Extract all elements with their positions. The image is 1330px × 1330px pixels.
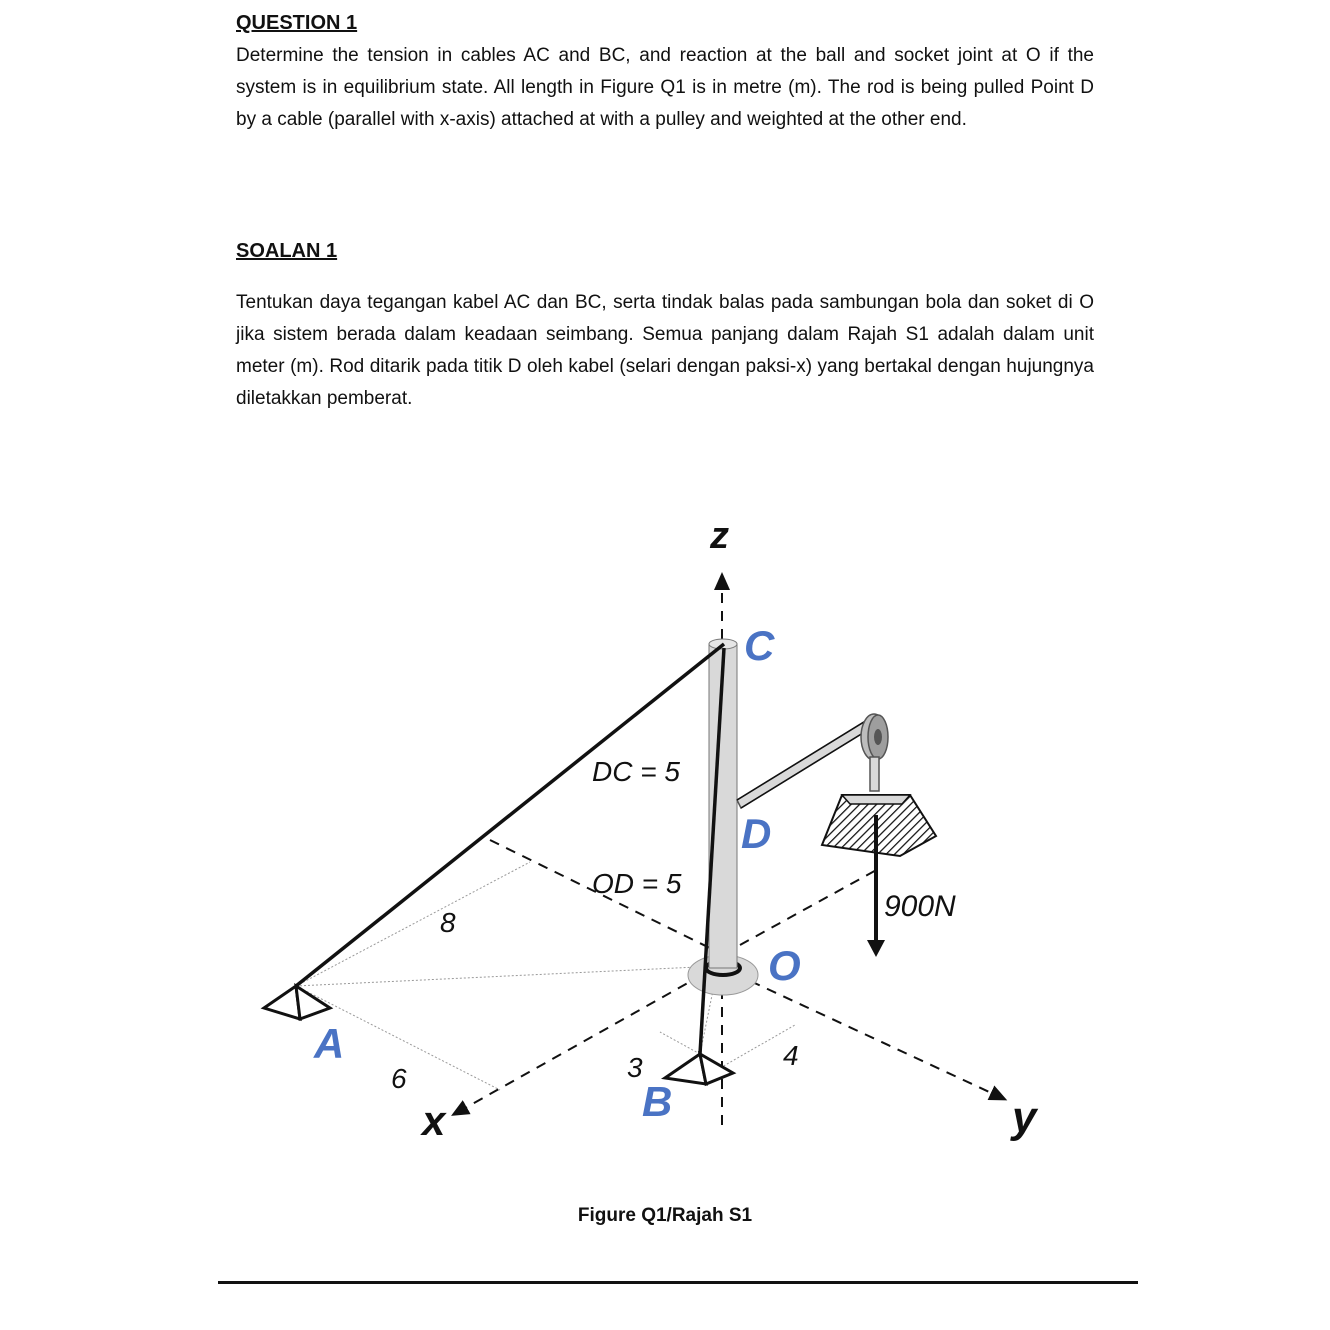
- cable-ac: [296, 644, 724, 986]
- pulley-wheel: [861, 714, 888, 760]
- question-text: Determine the tension in cables AC and BC, and reaction at the ball and socket joint at O if the system is in equilibrium state. All length in Figure Q1 is in metre (m). The rod is being pulled Point D by a cable (parallel with x-axis) attached at with a pulley and weighted at the other end.: [236, 45, 1094, 130]
- yd-dashed-line: [740, 868, 880, 945]
- dim-6: 6: [391, 1063, 407, 1094]
- dim-od: OD = 5: [592, 868, 682, 899]
- y-axis-line: [718, 966, 1000, 1097]
- load-arrowhead: [867, 940, 885, 957]
- soalan-text: Tentukan daya tegangan kabel AC dan BC, serta tindak balas pada sambungan bola dan soket di O jika sistem berada dalam keadaan seimbang. Semua panjang dalam Rajah S1 adalah dalam unit meter (m). Rod ditarik pada titik D oleh kabel (selari dengan paksi-x) yang bertakal dengan hujungnya diletakkan pemberat.: [236, 292, 1094, 409]
- point-a-label: A: [314, 1020, 345, 1067]
- point-o-label: O: [768, 942, 801, 989]
- dim-dc: DC = 5: [592, 756, 680, 787]
- y-axis-label: y: [1012, 1093, 1037, 1142]
- dim-4: 4: [783, 1040, 799, 1071]
- dim-3: 3: [627, 1052, 643, 1083]
- bottom-rule: [218, 1281, 1138, 1284]
- figure-caption: Figure Q1/Rajah S1: [577, 1205, 753, 1226]
- point-c-label: C: [744, 622, 775, 669]
- load-label: 900N: [884, 890, 956, 923]
- hanging-weight: [822, 757, 936, 856]
- support-a: [264, 986, 330, 1019]
- point-b-label: B: [642, 1078, 673, 1125]
- x-axis-label: x: [422, 1097, 446, 1144]
- dim-8: 8: [440, 907, 456, 938]
- z-axis-label: z: [710, 515, 729, 557]
- question-heading: QUESTION 1: [236, 12, 358, 34]
- point-d-label: D: [741, 810, 772, 857]
- x-axis-line: [458, 966, 718, 1112]
- soalan-heading: SOALAN 1: [236, 240, 338, 262]
